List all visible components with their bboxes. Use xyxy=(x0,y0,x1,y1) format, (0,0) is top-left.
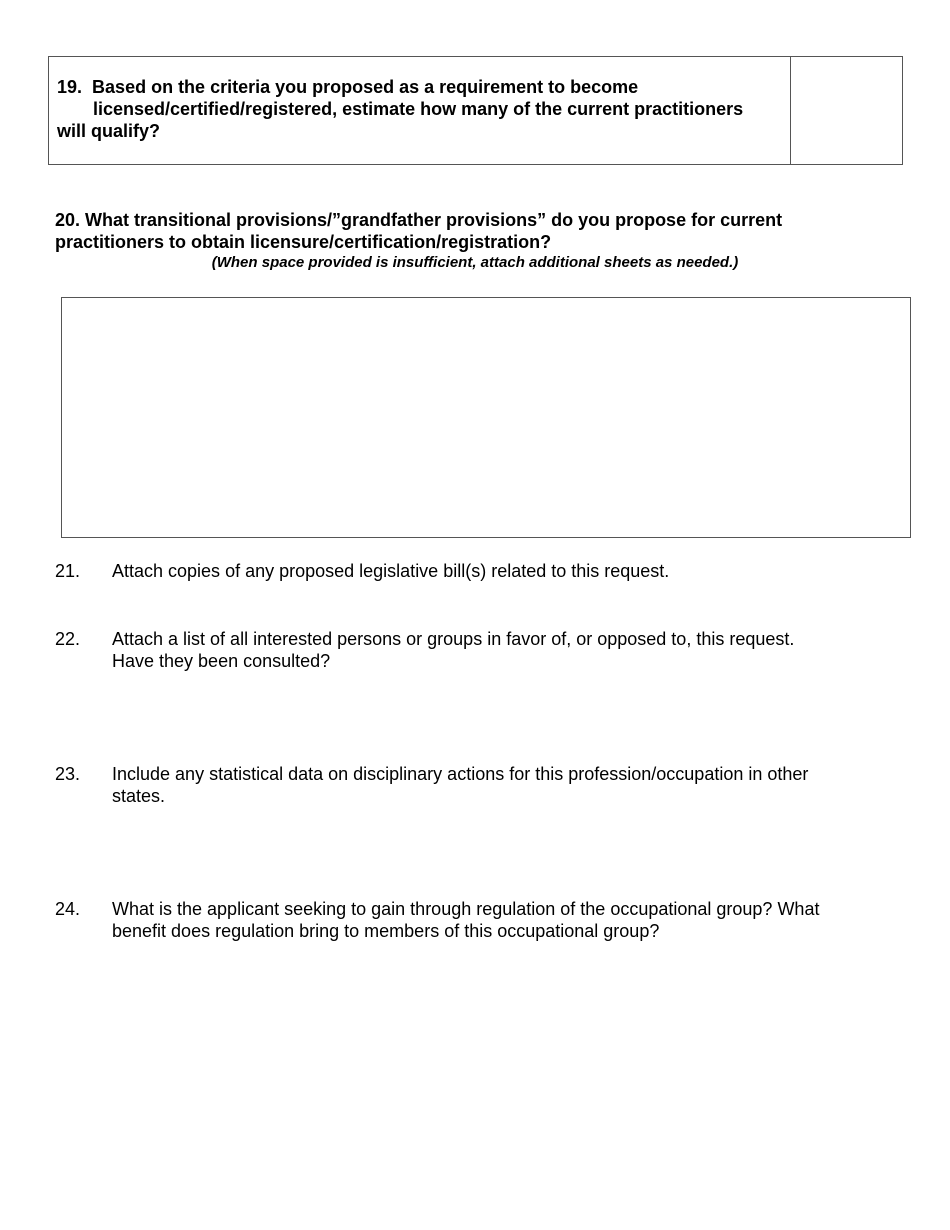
item-24-line-2: benefit does regulation bring to members of this occupational group? xyxy=(112,921,660,941)
q20-answer-box[interactable] xyxy=(61,297,911,538)
item-23-number: 23. xyxy=(55,764,81,784)
item-23-line-1: Include any statistical data on disciplinary actions for this profession/occupation in other xyxy=(112,764,809,784)
item-21 xyxy=(55,560,875,582)
item-23 xyxy=(55,763,875,807)
q20-line-2: practitioners to obtain licensure/certification/registration? xyxy=(55,232,552,252)
q19-line-1: Based on the criteria you proposed as a requirement to become xyxy=(92,77,639,97)
item-24-number: 24. xyxy=(55,899,81,919)
item-21-text: Attach copies of any proposed legislative bill(s) related to this request. xyxy=(112,561,670,581)
q19-line-2: licensed/certified/registered, estimate how many of the current practitioners xyxy=(93,99,744,119)
q19-question xyxy=(57,76,782,142)
item-23-line-2: states. xyxy=(112,786,166,806)
q19-answer-cell[interactable] xyxy=(791,57,902,164)
q19-line-3: will qualify? xyxy=(57,121,161,141)
q20-line-1: 20. What transitional provisions/”grandfather provisions” do you propose for current xyxy=(55,210,783,230)
item-22-number: 22. xyxy=(55,629,81,649)
item-24-line-1: What is the applicant seeking to gain through regulation of the occupational group? What xyxy=(112,899,820,919)
item-22-line-2: Have they been consulted? xyxy=(112,651,331,671)
item-22 xyxy=(55,628,875,672)
q20-question xyxy=(55,209,855,253)
item-21-number: 21. xyxy=(55,561,81,581)
item-22-line-1: Attach a list of all interested persons or groups in favor of, or opposed to, this request. xyxy=(112,629,795,649)
item-24 xyxy=(55,898,875,942)
q19-number: 19. xyxy=(57,77,83,97)
q20-instruction-note: (When space provided is insufficient, attach additional sheets as needed.) xyxy=(211,254,739,271)
